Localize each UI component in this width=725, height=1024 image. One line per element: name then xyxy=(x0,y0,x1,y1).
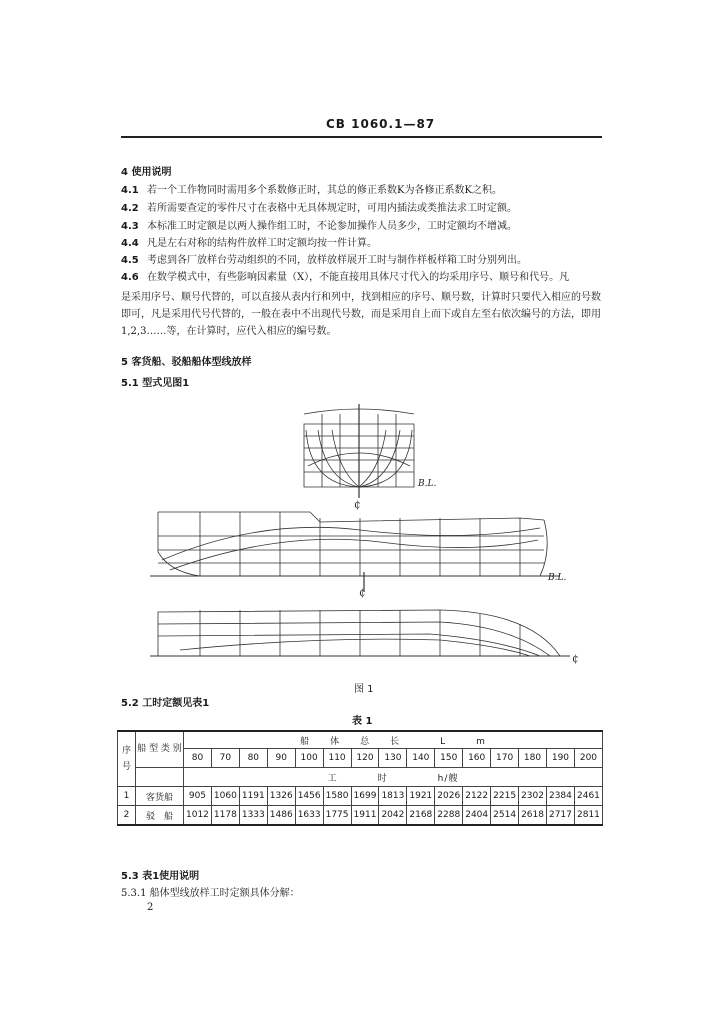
item-text: 本标准工时定额是以两人操作组工时，不论参加操作人员多少，工时定额均不增减。 xyxy=(147,221,517,232)
value-cell: 905 xyxy=(184,787,212,806)
section-5-2-title: 5.2 工时定额见表1 xyxy=(121,698,210,709)
section-5-3-title: 5.3 表1使用说明 xyxy=(121,871,200,882)
item-text: 在数学模式中，有些影响因素量（X），不能直接用具体尺寸代入的均采用序号、顺号和代号。凡 xyxy=(147,272,570,283)
length-cell: 190 xyxy=(546,749,574,768)
length-cell: 90 xyxy=(267,749,295,768)
length-cell: 130 xyxy=(379,749,407,768)
item-text: 凡是左右对称的结构件放样工时定额均按一件计算。 xyxy=(147,238,377,249)
value-cell: 2288 xyxy=(435,806,463,826)
value-cell: 1456 xyxy=(295,787,323,806)
header-unit: 工 时 h/艘 xyxy=(184,768,603,787)
section-curve xyxy=(359,430,412,487)
length-cell: 70 xyxy=(211,749,239,768)
length-cell: 100 xyxy=(295,749,323,768)
item-text: 若所需要查定的零件尺寸在表格中无具体规定时，可用内插法或类推法求工时定额。 xyxy=(147,203,517,214)
value-cell: 2302 xyxy=(519,787,547,806)
value-cell: 2026 xyxy=(435,787,463,806)
row-seq: 2 xyxy=(118,806,136,826)
centerline-symbol-bottom: ₵ xyxy=(572,654,579,665)
value-cell: 1326 xyxy=(267,787,295,806)
item-text: 若一个工作物同时需用多个系数修正时，其总的修正系数K为各修正系数K之积。 xyxy=(147,185,502,196)
section-curve xyxy=(332,430,359,487)
item-number: 4.2 xyxy=(121,203,139,214)
table-title: 表 1 xyxy=(352,716,373,727)
header-type: 船 型 类 别 xyxy=(136,731,184,768)
profile-plan xyxy=(150,512,560,592)
table-length-row xyxy=(118,749,603,768)
centerline-symbol-mid: ₵ xyxy=(359,588,366,599)
section-curve xyxy=(306,430,359,487)
value-cell: 1911 xyxy=(351,806,379,826)
section-4-title: 4 使用说明 xyxy=(121,167,172,178)
length-cell: 80 xyxy=(184,749,212,768)
body-plan xyxy=(304,404,414,498)
value-cell: 2215 xyxy=(491,787,519,806)
value-cell: 1178 xyxy=(211,806,239,826)
half-breadth-plan xyxy=(150,610,570,656)
value-cell: 2404 xyxy=(463,806,491,826)
value-cell: 2168 xyxy=(407,806,435,826)
header-length-group: 船 体 总 长 L m xyxy=(184,731,603,749)
bl-label-mid: B.L. xyxy=(548,573,567,583)
item-number: 4.3 xyxy=(121,221,139,232)
length-cell: 120 xyxy=(351,749,379,768)
table-unit-row xyxy=(118,768,603,787)
value-cell: 1775 xyxy=(323,806,351,826)
deck-outline xyxy=(158,610,560,656)
value-cell: 2461 xyxy=(574,787,602,806)
value-cell: 1633 xyxy=(295,806,323,826)
figure-caption: 图 1 xyxy=(354,684,374,695)
length-cell: 80 xyxy=(239,749,267,768)
item-number: 4.5 xyxy=(121,255,139,266)
value-cell: 2811 xyxy=(574,806,602,826)
row-seq: 1 xyxy=(118,787,136,806)
table-header-row xyxy=(118,731,603,749)
length-cell: 180 xyxy=(519,749,547,768)
section-curve xyxy=(359,430,386,487)
ship-lines-figure xyxy=(140,400,600,680)
value-cell: 1921 xyxy=(407,787,435,806)
section-5-1-title: 5.1 型式见图1 xyxy=(121,378,190,389)
value-cell: 1333 xyxy=(239,806,267,826)
type-spacer xyxy=(136,768,184,787)
page-number: 2 xyxy=(147,902,154,913)
value-cell: 1486 xyxy=(267,806,295,826)
value-cell: 2717 xyxy=(546,806,574,826)
value-cell: 2514 xyxy=(491,806,519,826)
section-5-title: 5 客货船、驳船船体型线放样 xyxy=(121,357,252,368)
item-number: 4.4 xyxy=(121,238,139,249)
buttock-curve xyxy=(170,539,538,570)
length-cell: 150 xyxy=(435,749,463,768)
bl-label-top: B.L. xyxy=(418,479,437,489)
item-number: 4.1 xyxy=(121,185,139,196)
value-cell: 2384 xyxy=(546,787,574,806)
section-curve xyxy=(359,430,400,487)
value-cell: 1699 xyxy=(351,787,379,806)
item-text: 考虑到各厂放样台劳动组织的不同，放样放样展开工时与制作样板样箱工时分别列出。 xyxy=(147,255,527,266)
header-seq: 序号 xyxy=(118,731,136,787)
length-cell: 140 xyxy=(407,749,435,768)
value-cell: 1813 xyxy=(379,787,407,806)
item-4-3 xyxy=(121,220,602,234)
length-cell: 110 xyxy=(323,749,351,768)
row-type: 驳 船 xyxy=(136,806,184,826)
item-4-2 xyxy=(121,202,602,216)
item-number: 4.6 xyxy=(121,272,139,283)
value-cell: 1060 xyxy=(211,787,239,806)
workhour-table xyxy=(117,730,603,826)
standard-code: CB 1060.1—87 xyxy=(326,117,436,131)
length-cell: 160 xyxy=(463,749,491,768)
item-4-6-continuation: 是采用序号、顺号代替的，可以直接从表内行和列中，找到相应的序号、顺号数，计算时只要代入相应的号数即可，凡是采用代号代替的，一般在表中不出现代号数，而是采用自上而下或自左至右依次编号的方法，即用1,2,3……等，在计算时，应代入相应的编号数。 xyxy=(121,292,601,337)
item-4-5 xyxy=(121,254,602,268)
sheer-line xyxy=(158,512,544,522)
value-cell: 2042 xyxy=(379,806,407,826)
value-cell: 1191 xyxy=(239,787,267,806)
table-row xyxy=(118,806,603,826)
item-4-4 xyxy=(121,237,602,251)
value-cell: 1012 xyxy=(184,806,212,826)
value-cell: 2122 xyxy=(463,787,491,806)
section-curve xyxy=(318,430,359,487)
length-cell: 170 xyxy=(491,749,519,768)
value-cell: 2618 xyxy=(519,806,547,826)
section-5-3-1-title: 5.3.1 船体型线放样工时定额具体分解： xyxy=(121,888,300,899)
table-row xyxy=(118,787,603,806)
waterline-curve xyxy=(180,639,530,656)
length-cell: 200 xyxy=(574,749,602,768)
header-rule xyxy=(121,136,602,138)
item-4-1 xyxy=(121,184,602,198)
centerline-symbol-top: ₵ xyxy=(354,500,361,511)
item-4-6 xyxy=(121,271,602,285)
value-cell: 1580 xyxy=(323,787,351,806)
row-type: 客货船 xyxy=(136,787,184,806)
